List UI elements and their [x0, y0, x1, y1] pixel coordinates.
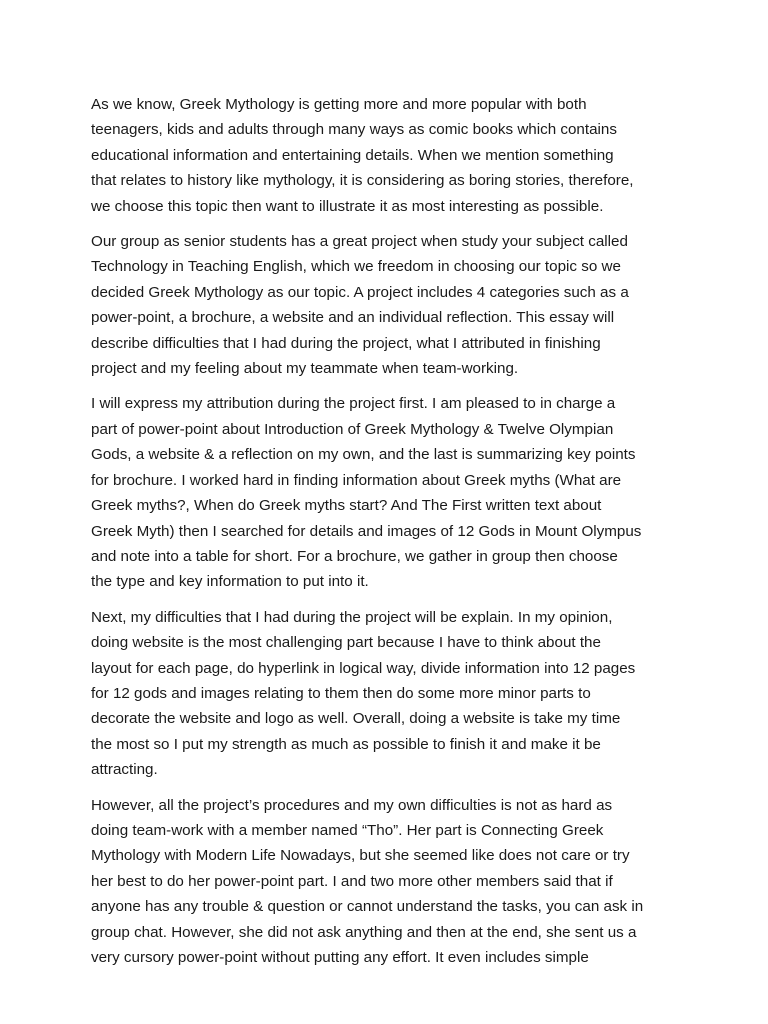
text-line: Next, my difficulties that I had during the project will be explain. In my opinion, — [91, 608, 613, 626]
text-line: teenagers, kids and adults through many ways as comic books which contains — [91, 121, 617, 139]
text-line: for brochure. I worked hard in finding information about Greek myths (What are — [91, 471, 622, 489]
text-line: power-point, a brochure, a website and an individual reflection. This essay will — [91, 309, 615, 327]
text-line: part of power-point about Introduction of Greek Mythology & Twelve Olympian — [91, 420, 614, 438]
text-line: doing website is the most challenging part because I have to think about the — [91, 634, 601, 652]
text-line: However, all the project’s procedures and my own difficulties is not as hard as — [91, 796, 613, 814]
text-line: Gods, a website & a reflection on my own, and the last is summarizing key points — [91, 446, 636, 464]
text-line: Greek Myth) then I searched for details and images of 12 Gods in Mount Olympus — [91, 522, 642, 540]
text-line: and note into a table for short. For a brochure, we gather in group then choose — [91, 547, 618, 565]
text-line: describe difficulties that I had during the project, what I attributed in finishing — [91, 334, 601, 352]
text-line: layout for each page, do hyperlink in logical way, divide information into 12 pages — [91, 659, 636, 677]
text-line: decided Greek Mythology as our topic. A project includes 4 categories such as a — [91, 283, 629, 301]
text-line: Greek myths?, When do Greek myths start? And The First written text about — [91, 497, 602, 515]
text-line: for 12 gods and images relating to them then do some more minor parts to — [91, 684, 591, 702]
text-line: As we know, Greek Mythology is getting more and more popular with both — [91, 96, 587, 113]
text-line: that relates to history like mythology, it is considering as boring stories, therefore, — [91, 172, 634, 190]
text-line: we choose this topic then want to illustrate it as most interesting as possible. — [91, 197, 604, 215]
text-line: project and my feeling about my teammate when team-working. — [91, 360, 519, 378]
paragraph-teamwork — [91, 793, 691, 971]
text-line: group chat. However, she did not ask anything and then at the end, she sent us a — [91, 923, 637, 941]
document-page — [91, 92, 691, 980]
paragraph-difficulties — [91, 605, 691, 783]
paragraph-attribution — [91, 391, 691, 594]
text-line: the type and key information to put into it. — [91, 573, 369, 591]
paragraph-intro — [91, 92, 691, 219]
text-line: Our group as senior students has a great project when study your subject called — [91, 233, 628, 251]
text-line: doing team-work with a member named “Tho”. Her part is Connecting Greek — [91, 821, 604, 839]
text-line: Technology in Teaching English, which we freedom in choosing our topic so we — [91, 258, 621, 276]
text-line: Mythology with Modern Life Nowadays, but she seemed like does not care or try — [91, 847, 630, 865]
text-line: decorate the website and logo as well. Overall, doing a website is take my time — [91, 710, 621, 728]
text-line: attracting. — [91, 761, 158, 779]
paragraph-project — [91, 229, 691, 381]
text-line: I will express my attribution during the project first. I am pleased to in charge a — [91, 395, 616, 413]
text-line: very cursory power-point without putting any effort. It even includes simple — [91, 949, 589, 966]
text-line: the most so I put my strength as much as possible to finish it and make it be — [91, 735, 601, 753]
text-line: educational information and entertaining details. When we mention something — [91, 146, 614, 164]
text-line: her best to do her power-point part. I and two more other members said that if — [91, 872, 613, 890]
text-line: anyone has any trouble & question or cannot understand the tasks, you can ask in — [91, 898, 644, 916]
